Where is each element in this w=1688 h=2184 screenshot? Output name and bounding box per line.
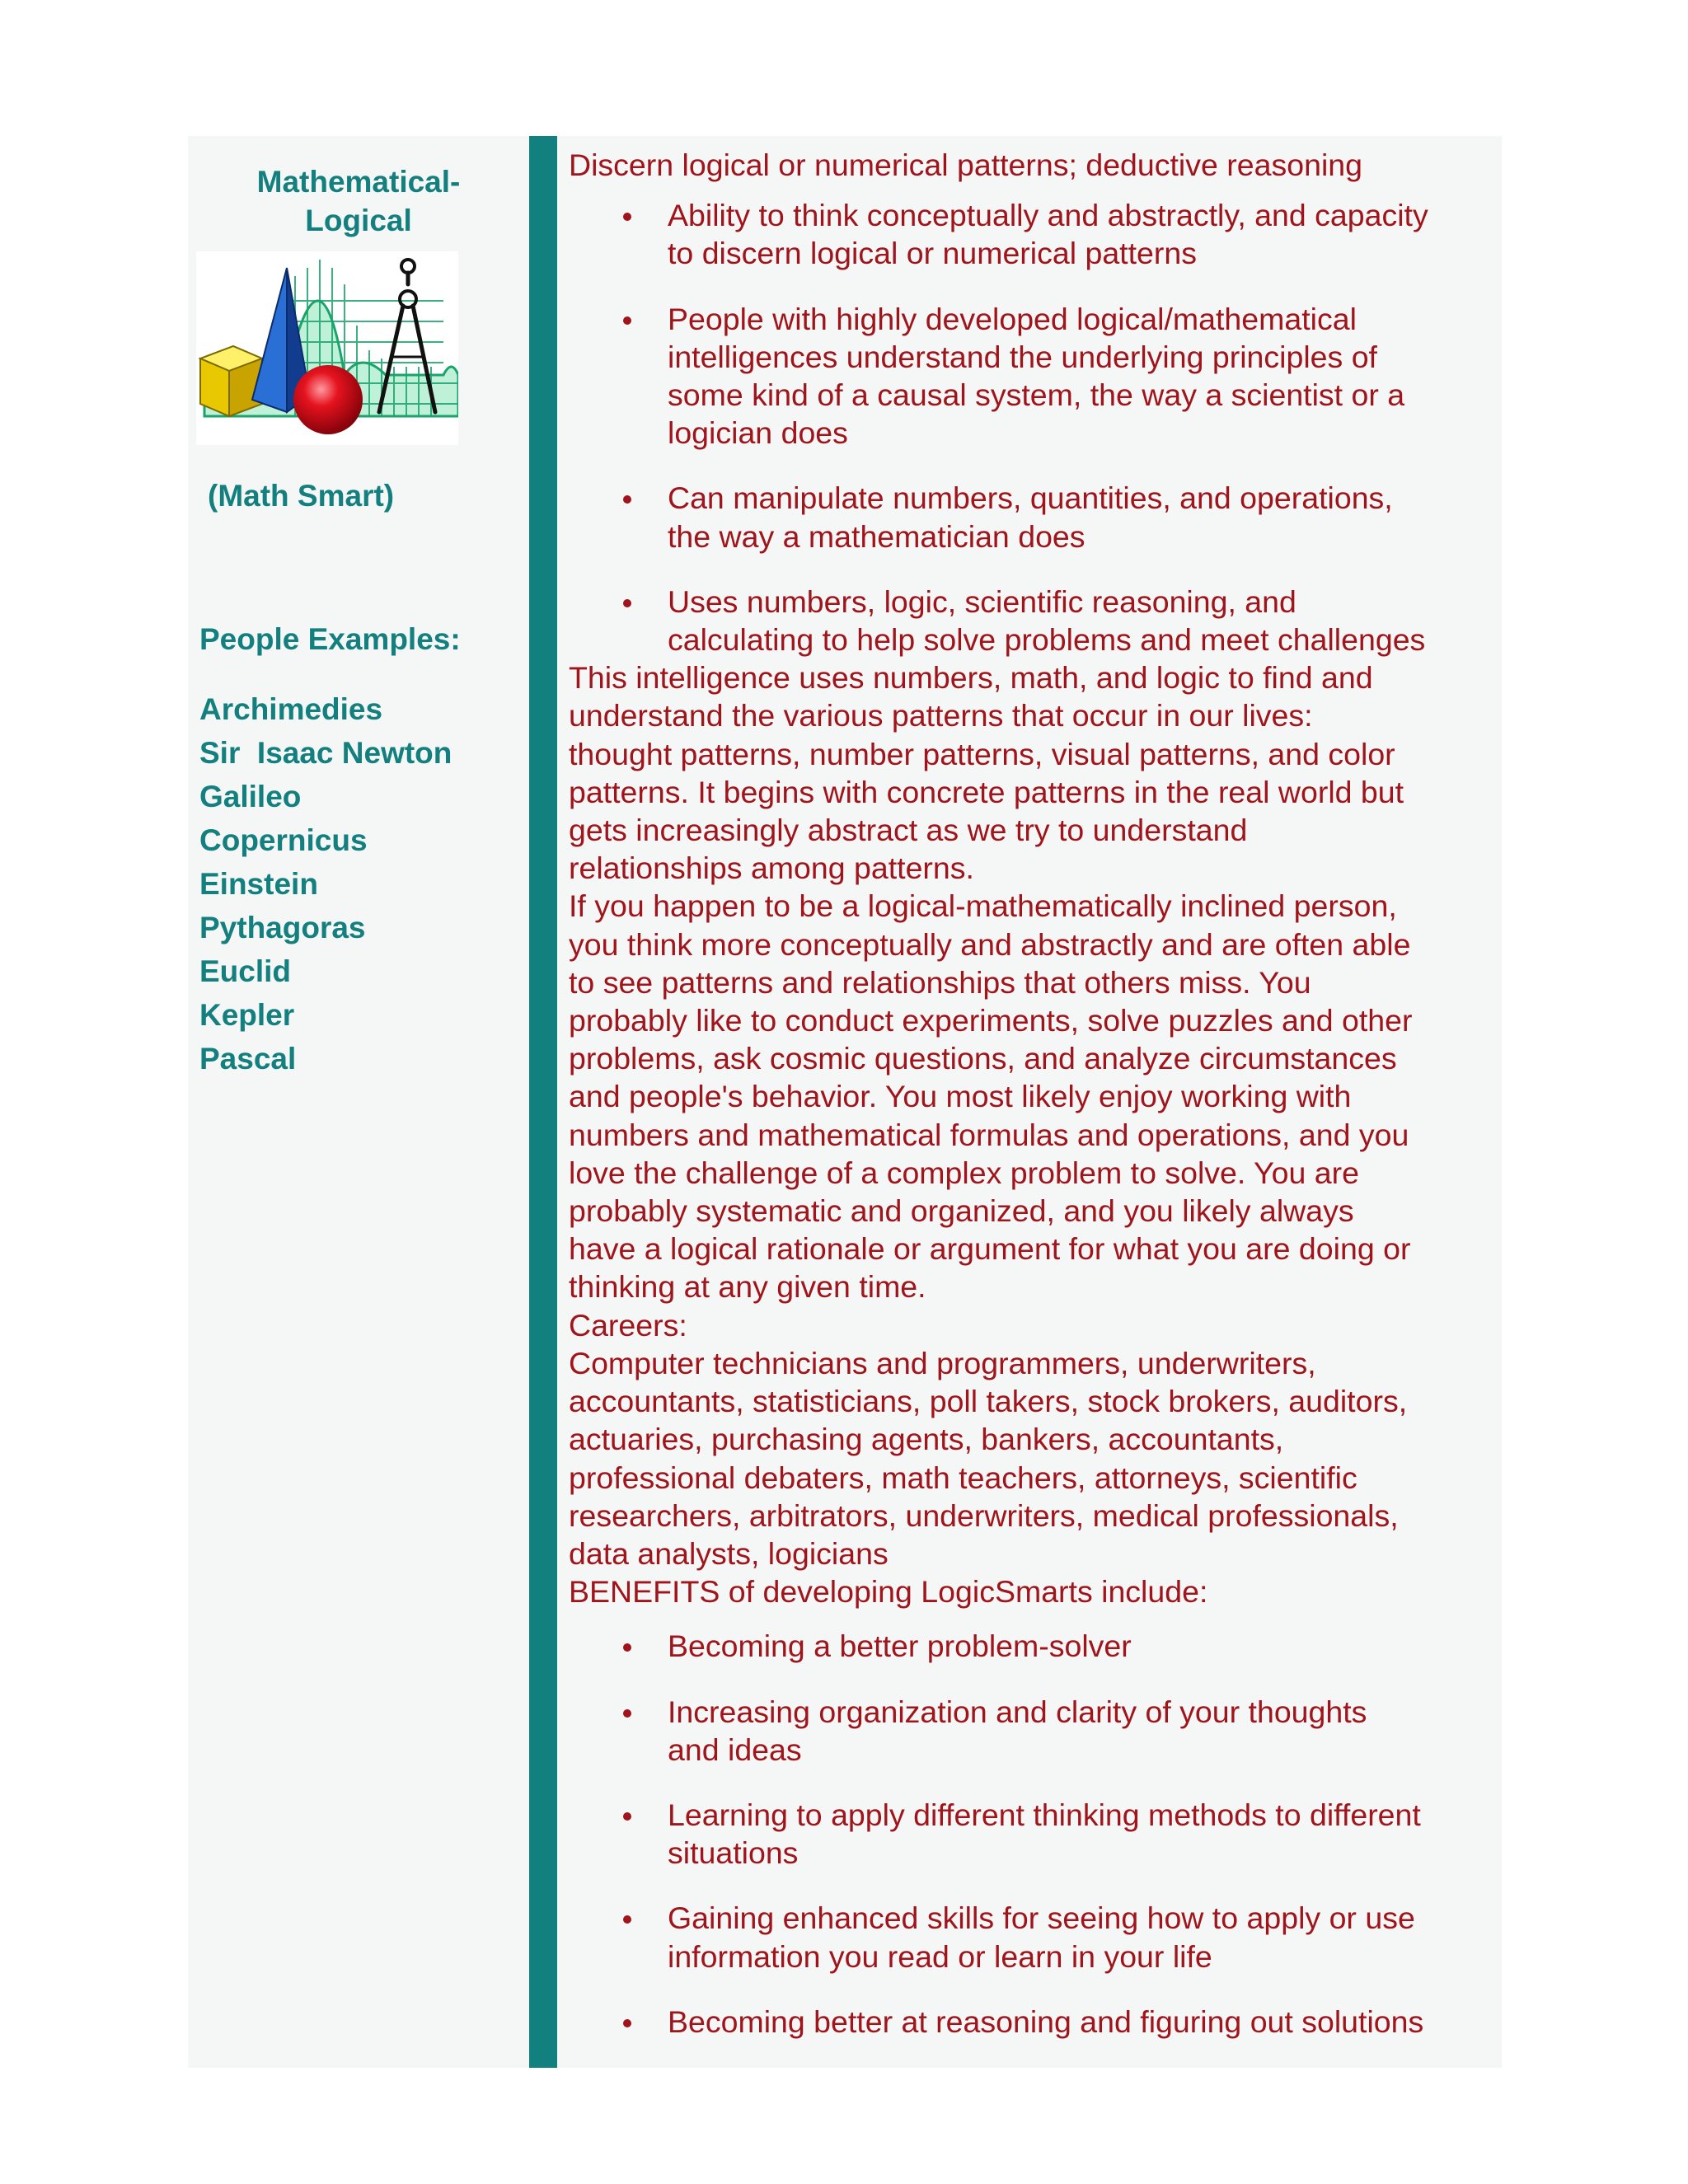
list-item-text: Can manipulate numbers, quantities, and operations, the way a mathematician does bbox=[668, 480, 1393, 554]
list-item: Galileo bbox=[199, 780, 302, 813]
bullet-icon bbox=[623, 1915, 631, 1924]
careers-heading: Careers: bbox=[569, 1307, 687, 1343]
bullet-icon bbox=[623, 213, 631, 221]
main-content bbox=[569, 146, 1498, 2041]
title-line-1: Mathematical- bbox=[256, 165, 461, 199]
list-item bbox=[569, 1796, 1498, 1872]
title-line-2: Logical bbox=[305, 204, 412, 237]
list-item bbox=[569, 1627, 1498, 1665]
bullet-icon bbox=[623, 2019, 631, 2027]
benefits-heading: BENEFITS of developing LogicSmarts include: bbox=[569, 1574, 1208, 1610]
list-item: Sir Isaac Newton bbox=[199, 736, 452, 770]
cube-shape bbox=[200, 346, 262, 416]
list-item: Euclid bbox=[199, 954, 292, 988]
list-item-text: People with highly developed logical/mathematical intelligences understand the underlying principles of some kind of a causal system, the way a scientist or a logician does bbox=[668, 301, 1405, 451]
list-item bbox=[569, 1693, 1498, 1769]
list-item: Pythagoras bbox=[199, 911, 366, 944]
bullet-icon bbox=[623, 1643, 631, 1652]
column-divider bbox=[529, 136, 557, 2068]
list-item-text: Learning to apply different thinking methods to different situations bbox=[668, 1797, 1421, 1871]
sidebar bbox=[188, 136, 529, 2068]
careers-paragraph: Computer technicians and programmers, underwriters, accountants, statisticians, poll takers, stock brokers, auditors, actuaries, purchasing agents, bankers, accountants, professional debaters, math teachers, attorneys, scientific researchers, arbitrators, underwriters, medical professionals, data analysts, logicians bbox=[569, 1345, 1408, 1571]
list-item: Kepler bbox=[199, 998, 295, 1032]
bullet-icon bbox=[623, 1812, 631, 1821]
geometry-shapes-compass-graph-icon bbox=[196, 251, 458, 445]
list-item-text: Increasing organization and clarity of your thoughts and ideas bbox=[668, 1694, 1367, 1767]
bullet-icon bbox=[623, 1709, 631, 1718]
list-item: Archimedies bbox=[199, 692, 383, 726]
people-examples-heading: People Examples: bbox=[199, 622, 461, 656]
bullet-icon bbox=[623, 316, 631, 325]
list-item-text: Becoming better at reasoning and figuring out solutions bbox=[668, 2004, 1424, 2039]
profile-paragraph: If you happen to be a logical-mathematically inclined person, you think more conceptually and abstractly and are often able to see patterns and relationships that others miss. You probably like to conduct experiments, solve puzzles and other problems, ask cosmic questions, and analyze circumstances and people's behavior. You most likely enjoy working with numbers and mathematical formulas and operations, and you love the challenge of a complex problem to solve. You are probably systematic and organized, and you likely always have a logical rationale or argument for what you are doing or thinking at any given time. bbox=[569, 888, 1413, 1305]
list-item bbox=[569, 300, 1498, 452]
list-item-text: Ability to think conceptually and abstractly, and capacity to discern logical or numerical patterns bbox=[668, 198, 1428, 271]
list-item-text: Uses numbers, logic, scientific reasoning, and calculating to help solve problems and meet challenges bbox=[668, 583, 1426, 658]
bullet-icon bbox=[623, 599, 631, 607]
bullet-icon bbox=[623, 495, 631, 504]
list-item bbox=[569, 1899, 1498, 1975]
intelligence-title bbox=[188, 162, 529, 240]
abilities-list bbox=[569, 196, 1498, 658]
list-item: Pascal bbox=[199, 1042, 297, 1076]
people-examples-list bbox=[199, 687, 452, 1080]
list-item-text: Becoming a better problem-solver bbox=[668, 1629, 1132, 1664]
list-item bbox=[569, 196, 1498, 272]
list-item bbox=[569, 479, 1498, 555]
list-item bbox=[569, 583, 1498, 658]
document-page bbox=[188, 136, 1502, 2068]
list-item bbox=[569, 2003, 1498, 2041]
sphere-shape bbox=[293, 365, 363, 434]
benefits-list bbox=[569, 1627, 1498, 2041]
list-item: Copernicus bbox=[199, 823, 368, 857]
description-paragraph: This intelligence uses numbers, math, and logic to find and understand the various patterns that occur in our lives: thought patterns, number patterns, visual patterns, and color patterns. It begins with concrete patterns in the real world but gets increasingly abstract as we try to understand relationships among patterns. bbox=[569, 660, 1404, 886]
list-item-text: Gaining enhanced skills for seeing how to apply or use information you read or learn in your life bbox=[668, 1900, 1415, 1974]
intro-line: Discern logical or numerical patterns; deductive reasoning bbox=[569, 148, 1362, 182]
list-item: Einstein bbox=[199, 867, 318, 901]
intelligence-nickname: (Math Smart) bbox=[208, 479, 395, 513]
